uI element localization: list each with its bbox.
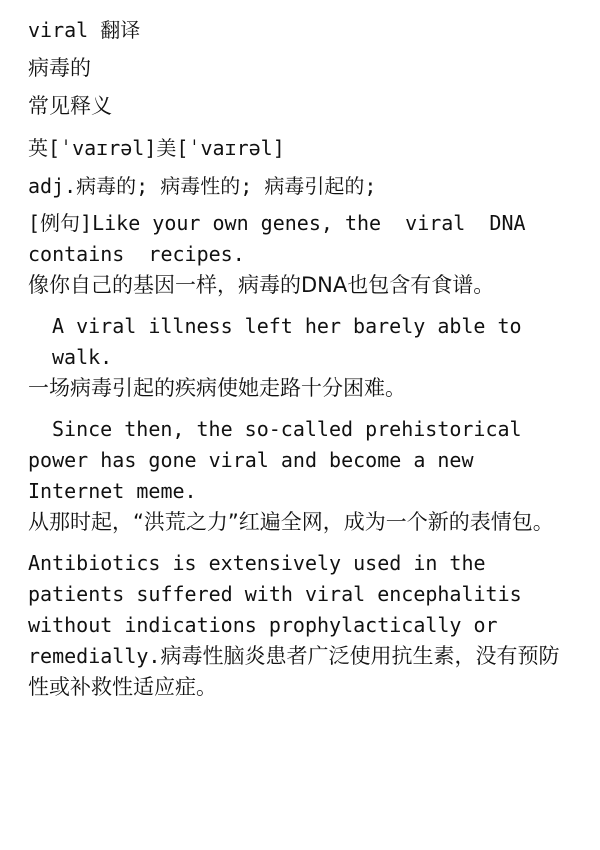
example-1-en: [例句]Like your own genes, the viral DNA contains recipes.	[28, 211, 538, 266]
example-4	[28, 548, 578, 703]
example-2-zh: 一场病毒引起的疾病使她走路十分困难。	[28, 376, 406, 400]
example-3-zh: 从那时起，“洪荒之力”红遍全网，成为一个新的表情包。	[28, 510, 554, 534]
section-label: 常见释义	[28, 94, 112, 118]
example-3-en: Since then, the so-called prehistorical power has gone viral and become a new Internet meme.	[28, 417, 534, 503]
example-1-zh: 像你自己的基因一样，病毒的DNA也包含有食谱。	[28, 273, 495, 297]
dictionary-entry	[28, 14, 578, 703]
entry-title: viral 翻译	[28, 18, 141, 42]
example-3	[28, 414, 578, 538]
pronunciation: 英[ˈvaɪrəl]美[ˈvaɪrəl]	[28, 136, 285, 160]
definition: adj.病毒的; 病毒性的; 病毒引起的;	[28, 174, 377, 198]
example-2-en: A viral illness left her barely able to walk.	[52, 314, 534, 369]
example-4-zh: 病毒性脑炎患者广泛使用抗生素，没有预防性或补救性适应症。	[28, 644, 560, 699]
example-1	[28, 208, 578, 301]
example-2	[28, 311, 578, 404]
headword-translation: 病毒的	[28, 56, 91, 80]
example-4-en: Antibiotics is extensively used in the patients suffered with viral encephalitis without indications prophylactically or remedially.	[28, 551, 534, 668]
